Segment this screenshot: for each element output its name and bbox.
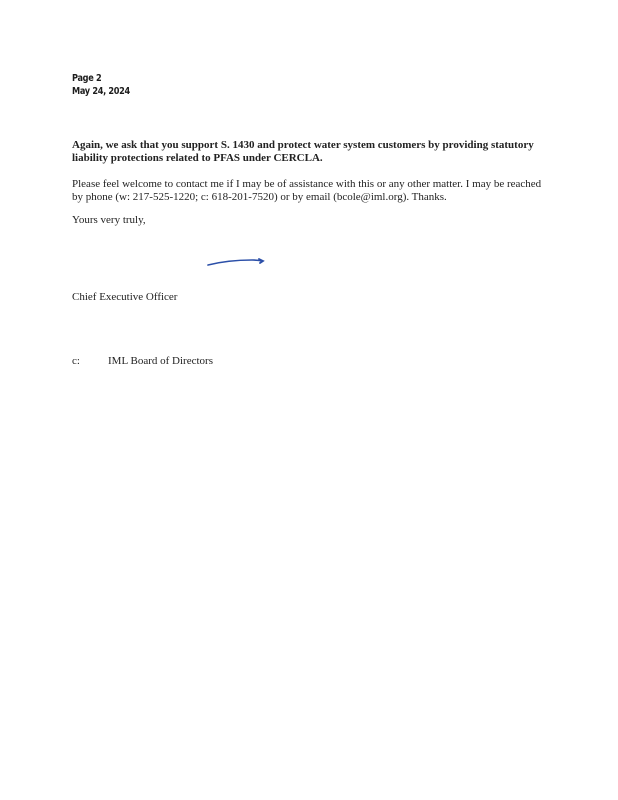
letter-date: May 24, 2024 [72,86,130,97]
page-header [72,72,130,98]
contact-paragraph: Please feel welcome to contact me if I may be of assistance with this or any other matter. I may be reached by phone (w: 217-525-1220; c: 618-201-7520) or by email (bcole@iml.org). Thanks. [72,178,542,203]
cc-line [72,355,213,368]
page-number: Page 2 [72,73,102,84]
cc-recipients: IML Board of Directors [108,355,213,367]
signature-stroke [206,252,270,270]
closing-salutation: Yours very truly, [72,214,146,226]
request-paragraph: Again, we ask that you support S. 1430 and protect water system customers by providing statutory liability protections related to PFAS under CERCLA. [72,139,534,164]
cc-label: c: [72,355,80,367]
signer-title: Chief Executive Officer [72,291,178,303]
